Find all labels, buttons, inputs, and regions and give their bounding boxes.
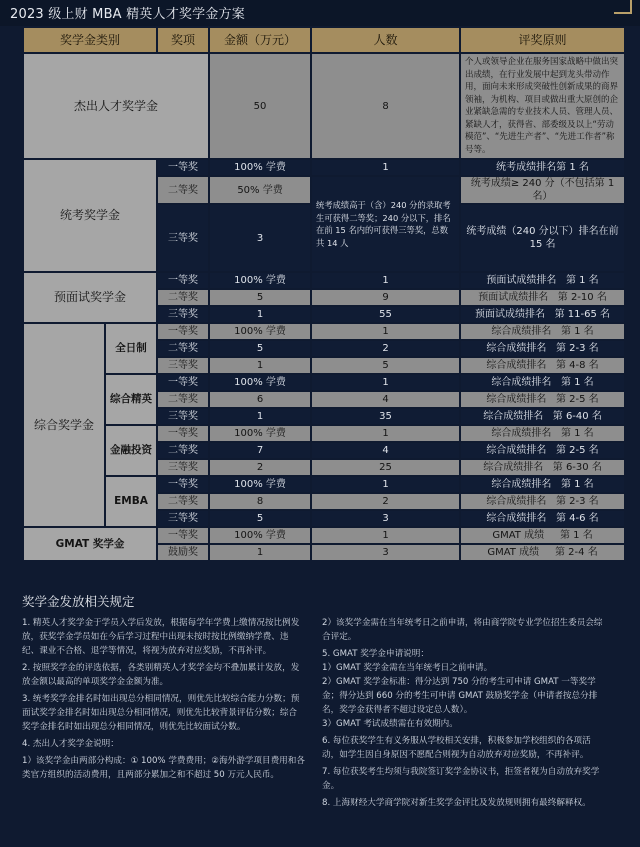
rule-1: 1. 精英人才奖学金于学员入学后发放，根据每学年学费上缴情况按比例发放，获奖学金学员如在今后学习过程中出现未按时按比例缴纳学费、违纪、课业不合格、退学等情况，将视为放弃对应奖励，不再补评。 <box>22 618 300 656</box>
pre-rank-1: 第 1 名 <box>565 275 599 286</box>
pre-principle-1-text: 预面试成绩排名 <box>486 275 557 286</box>
comp-principle-text: 综合成绩排名 <box>491 479 552 490</box>
comp-principle-text: 综合成绩排名 <box>486 343 547 354</box>
rule-3: 3. 统考奖学金排名时如出现总分相同情况，则优先比较综合能力分数；预面试奖学金排名时如出现总分相同情况，则优先比较背景评估分数；综合奖学金排名时如出现总分相同情况，则优先比较面试分数。 <box>22 694 300 732</box>
comp-principle-text: 综合成绩排名 <box>483 462 544 473</box>
comp-principle-text: 综合成绩排名 <box>491 377 552 388</box>
corner-decoration-icon <box>614 0 632 14</box>
comp-group-3: 金融投资 <box>106 426 156 475</box>
comp-award-2-2: 二等奖 <box>158 392 208 407</box>
pre-rank-3: 第 11-65 名 <box>554 309 611 320</box>
pre-award-3: 三等奖 <box>158 307 208 322</box>
comp-award-3-2: 二等奖 <box>158 443 208 458</box>
comp-count-3-2: 4 <box>312 443 459 458</box>
comp-amount-1-2: 5 <box>210 341 310 356</box>
comp-principle-2-3 <box>461 409 624 424</box>
rules-right-column <box>322 616 605 813</box>
comp-amount-2-2: 6 <box>210 392 310 407</box>
comp-amount-3-2: 7 <box>210 443 310 458</box>
exam-amount-1: 100% 学费 <box>210 160 310 175</box>
comp-amount-2-3: 1 <box>210 409 310 424</box>
comp-rank: 第 1 名 <box>560 428 594 439</box>
comp-award-4-3: 三等奖 <box>158 511 208 526</box>
pre-count-2: 9 <box>312 290 459 305</box>
comp-principle-3-3 <box>461 460 624 475</box>
comp-count-4-2: 2 <box>312 494 459 509</box>
rule-4-2: 2）该奖学金需在当年统考日之前申请，将由商学院专业学位招生委员会综合评定。 <box>322 618 603 642</box>
comp-principle-3-2 <box>461 443 624 458</box>
exam-principle-2: 统考成绩≥ 240 分（不包括第 1 名） <box>461 177 624 203</box>
comp-group-1: 全日制 <box>106 324 156 373</box>
comp-principle-text: 综合成绩排名 <box>486 513 547 524</box>
pre-principle-1 <box>461 273 624 288</box>
outstanding-principle: 个人或领导企业在服务国家战略中做出突出成绩，在行业发展中起到龙头带动作用，面向未来形成突破性创新成果的商界领袖，为机构、项目或做出重大原创的企业紧缺急需的专业技术人员、管理人员、紧缺人才，获得省、部委级及以上“劳动模范”、“先进生产者”、“先进工作者”称号等。 <box>461 54 624 158</box>
comp-amount-3-3: 2 <box>210 460 310 475</box>
exam-amount-3: 3 <box>210 205 310 271</box>
comp-count-1-2: 2 <box>312 341 459 356</box>
comp-principle-text: 综合成绩排名 <box>486 360 547 371</box>
rules-left-column <box>22 616 305 785</box>
comp-rank: 第 1 名 <box>560 326 594 337</box>
pre-principle-2 <box>461 290 624 305</box>
comp-principle-4-3 <box>461 511 624 526</box>
rule-5-2: 2）GMAT 奖学金标准：得分达到 750 分的考生可申请 GMAT 一等奖学金；得分达到 660 分的考生可申请 GMAT 鼓励奖学金（申请者按总分排名，奖学金获得者不超过设定总人数）。 <box>322 677 598 715</box>
comp-category: 综合奖学金 <box>24 324 104 526</box>
rule-5: 5. GMAT 奖学金申请说明： <box>322 649 429 659</box>
pre-count-3: 55 <box>312 307 459 322</box>
comp-amount-4-3: 5 <box>210 511 310 526</box>
comp-principle-3-1 <box>461 426 624 441</box>
comp-amount-3-1: 100% 学费 <box>210 426 310 441</box>
gmat-award-1: 一等奖 <box>158 528 208 543</box>
comp-count-2-3: 35 <box>312 409 459 424</box>
exam-principle-3: 统考成绩（240 分以下）排名在前 15 名 <box>461 205 624 271</box>
gmat-amount-1: 100% 学费 <box>210 528 310 543</box>
comp-count-2-2: 4 <box>312 392 459 407</box>
comp-principle-1-3 <box>461 358 624 373</box>
gmat-rank: 第 2-4 名 <box>555 547 598 558</box>
gmat-principle-1 <box>461 528 624 543</box>
header-amount: 金额（万元） <box>210 28 310 52</box>
comp-count-4-1: 1 <box>312 477 459 492</box>
comp-group-2: 综合精英 <box>106 375 156 424</box>
comp-award-3-3: 三等奖 <box>158 460 208 475</box>
gmat-category: GMAT 奖学金 <box>24 528 156 560</box>
comp-award-1-2: 二等奖 <box>158 341 208 356</box>
comp-amount-2-1: 100% 学费 <box>210 375 310 390</box>
comp-rank: 第 4-6 名 <box>555 513 599 524</box>
comp-award-3-1: 一等奖 <box>158 426 208 441</box>
pre-count-1: 1 <box>312 273 459 288</box>
rule-5-3: 3）GMAT 考试成绩需在有效期内。 <box>322 719 458 729</box>
comp-principle-text: 综合成绩排名 <box>491 428 552 439</box>
comp-award-4-2: 二等奖 <box>158 494 208 509</box>
outstanding-category: 杰出人才奖学金 <box>24 54 208 158</box>
exam-count-1: 1 <box>312 160 459 175</box>
comp-amount-4-1: 100% 学费 <box>210 477 310 492</box>
comp-principle-text: 综合成绩排名 <box>491 326 552 337</box>
comp-amount-4-2: 8 <box>210 494 310 509</box>
pre-amount-3: 1 <box>210 307 310 322</box>
comp-amount-1-3: 1 <box>210 358 310 373</box>
comp-principle-1-2 <box>461 341 624 356</box>
rules-title: 奖学金发放相关规定 <box>22 594 135 609</box>
exam-award-3: 三等奖 <box>158 205 208 271</box>
exam-count-note: 统考成绩高于（含）240 分的录取考生可获得二等奖；240 分以下，排名在前 15 名内的可获得三等奖，总数共 14 人 <box>312 177 459 271</box>
comp-rank: 第 2-5 名 <box>555 394 599 405</box>
exam-principle-1: 统考成绩排名第 1 名 <box>461 160 624 175</box>
comp-rank: 第 6-40 名 <box>552 411 602 422</box>
rule-4: 4. 杰出人才奖学金说明： <box>22 739 119 749</box>
outstanding-count: 8 <box>312 54 459 158</box>
gmat-count-2: 3 <box>312 545 459 560</box>
gmat-rank: 第 1 名 <box>559 530 593 541</box>
comp-principle-4-1 <box>461 477 624 492</box>
comp-rank: 第 2-3 名 <box>555 496 599 507</box>
gmat-principle-2 <box>461 545 624 560</box>
rule-2: 2. 按照奖学金的评选依据，各类别精英人才奖学金均不叠加累计发放，发放金额以最高的单项奖学金金额为准。 <box>22 663 300 687</box>
comp-rank: 第 1 名 <box>560 479 594 490</box>
comp-count-3-1: 1 <box>312 426 459 441</box>
comp-award-1-3: 三等奖 <box>158 358 208 373</box>
comp-principle-text: 综合成绩排名 <box>486 445 547 456</box>
exam-amount-2: 50% 学费 <box>210 177 310 203</box>
exam-category: 统考奖学金 <box>24 160 156 271</box>
pre-award-1: 一等奖 <box>158 273 208 288</box>
comp-principle-text: 综合成绩排名 <box>486 496 547 507</box>
comp-count-3-3: 25 <box>312 460 459 475</box>
comp-rank: 第 2-3 名 <box>555 343 599 354</box>
comp-principle-2-1 <box>461 375 624 390</box>
header-category: 奖学金类别 <box>24 28 156 52</box>
comp-count-4-3: 3 <box>312 511 459 526</box>
gmat-count-1: 1 <box>312 528 459 543</box>
comp-award-2-3: 三等奖 <box>158 409 208 424</box>
pre-amount-1: 100% 学费 <box>210 273 310 288</box>
comp-principle-text: 综合成绩排名 <box>483 411 544 422</box>
comp-count-2-1: 1 <box>312 375 459 390</box>
comp-rank: 第 1 名 <box>560 377 594 388</box>
rule-4-1: 1）该奖学金由两部分构成：① 100% 学费费用；②海外游学项目费用和各类官方组织的活动费用，且两部分累加之和不超过 50 万元人民币。 <box>22 756 305 780</box>
comp-group-4: EMBA <box>106 477 156 526</box>
comp-rank: 第 2-5 名 <box>555 445 599 456</box>
comp-award-4-1: 一等奖 <box>158 477 208 492</box>
pre-amount-2: 5 <box>210 290 310 305</box>
gmat-principle-text: GMAT 成绩 <box>492 530 545 541</box>
exam-award-2: 二等奖 <box>158 177 208 203</box>
header-count: 人数 <box>312 28 459 52</box>
comp-principle-text: 综合成绩排名 <box>486 394 547 405</box>
gmat-amount-2: 1 <box>210 545 310 560</box>
header-principle: 评奖原则 <box>461 28 624 52</box>
comp-count-1-3: 5 <box>312 358 459 373</box>
comp-amount-1-1: 100% 学费 <box>210 324 310 339</box>
comp-count-1-1: 1 <box>312 324 459 339</box>
page-title: 2023 级上财 MBA 精英人才奖学金方案 <box>10 7 245 22</box>
comp-award-1-1: 一等奖 <box>158 324 208 339</box>
gmat-principle-text: GMAT 成绩 <box>487 547 540 558</box>
rule-8: 8. 上海财经大学商学院对新生奖学金评比及发放规则拥有最终解释权。 <box>322 798 591 808</box>
scholarship-table <box>22 26 626 562</box>
comp-principle-1-1 <box>461 324 624 339</box>
header-bar <box>0 0 640 26</box>
comp-rank: 第 4-8 名 <box>555 360 599 371</box>
rule-7: 7. 每位获奖考生均须与我院签订奖学金协议书，拒签者视为自动放弃奖学金。 <box>322 767 600 791</box>
pre-principle-2-text: 预面试成绩排名 <box>478 292 549 303</box>
pre-rank-2: 第 2-10 名 <box>557 292 607 303</box>
rule-6: 6. 每位获奖学生有义务服从学校相关安排，积极参加学校组织的各项活动，如学生因自身原因不愿配合则视为自动放弃对应奖励，不再补评。 <box>322 736 591 760</box>
comp-principle-4-2 <box>461 494 624 509</box>
gmat-award-2: 鼓励奖 <box>158 545 208 560</box>
comp-rank: 第 6-30 名 <box>552 462 602 473</box>
comp-award-2-1: 一等奖 <box>158 375 208 390</box>
pre-principle-3-text: 预面试成绩排名 <box>475 309 546 320</box>
rule-5-1: 1）GMAT 奖学金需在当年统考日之前申请。 <box>322 663 493 673</box>
outstanding-amount: 50 <box>210 54 310 158</box>
pre-award-2: 二等奖 <box>158 290 208 305</box>
comp-principle-2-2 <box>461 392 624 407</box>
header-award: 奖项 <box>158 28 208 52</box>
pre-category: 预面试奖学金 <box>24 273 156 322</box>
exam-award-1: 一等奖 <box>158 160 208 175</box>
pre-principle-3 <box>461 307 624 322</box>
